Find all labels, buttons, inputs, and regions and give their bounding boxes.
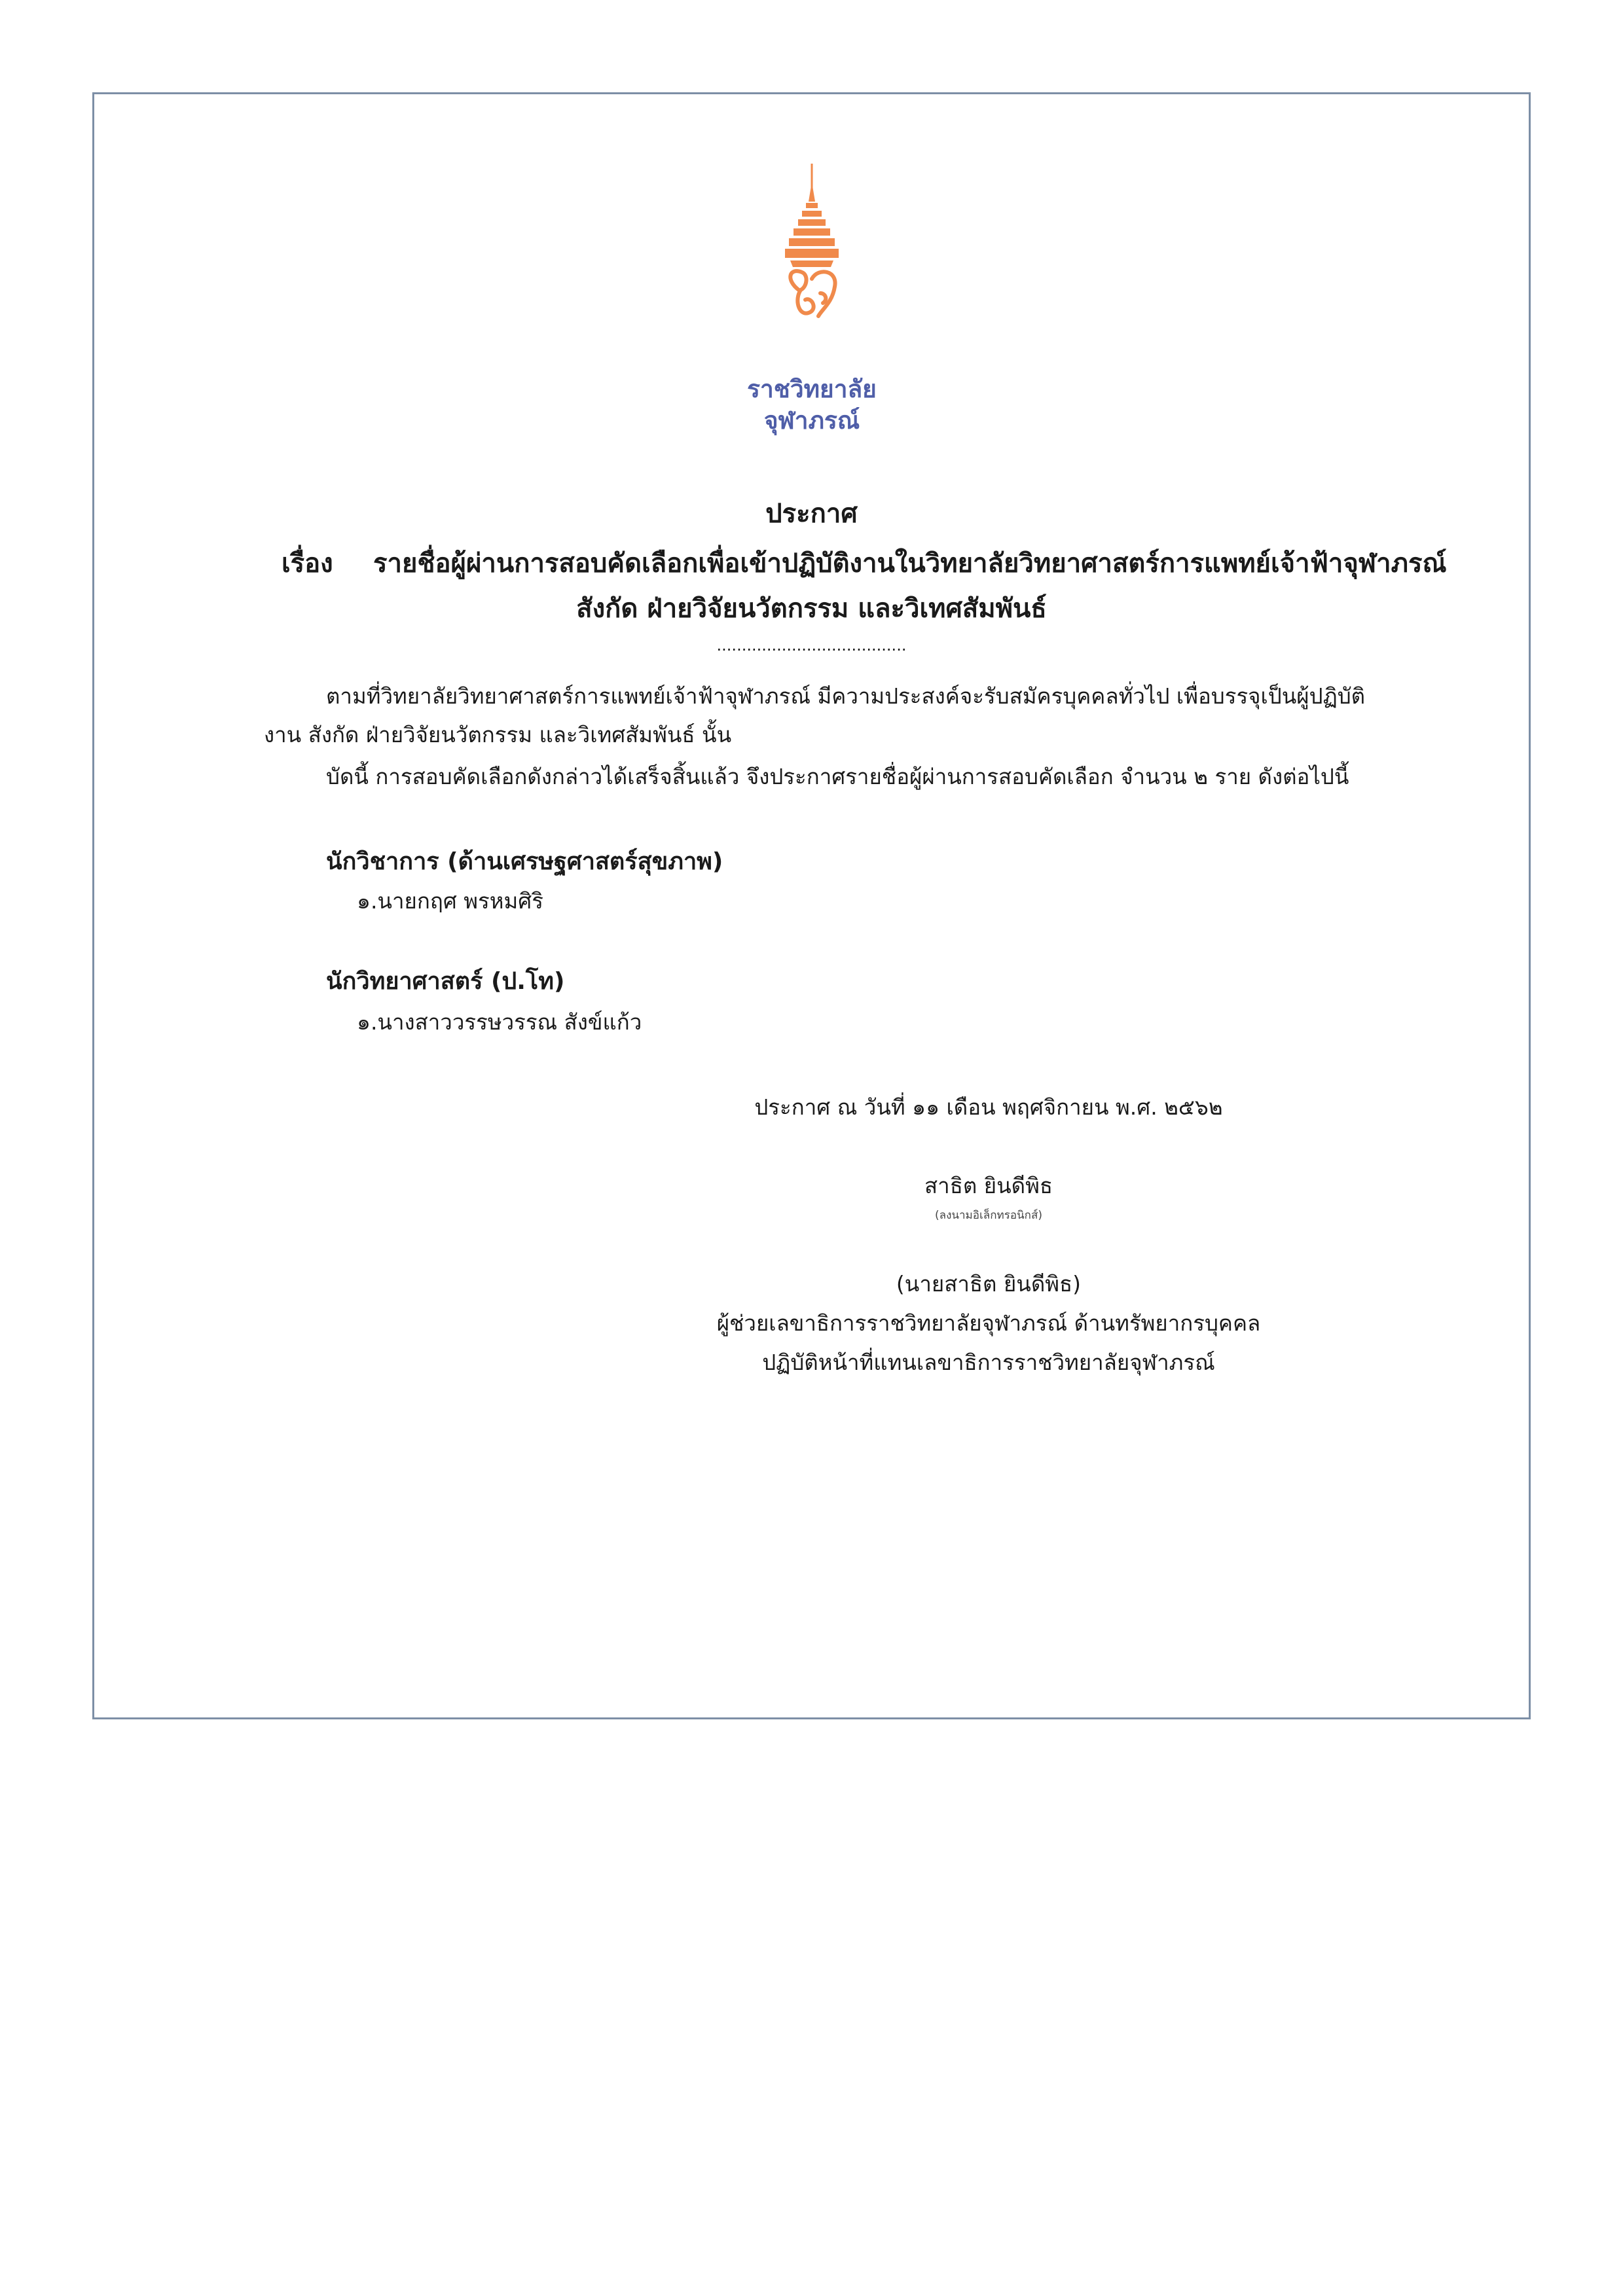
subject-label: เรื่อง <box>282 548 333 579</box>
college-crest-logo <box>782 162 841 339</box>
signer-position-line-1: ผู้ช่วยเลขาธิการราชวิทยาลัยจุฬาภรณ์ ด้านทรัพยากรบุคคล <box>716 1310 1261 1336</box>
electronic-signature-note: (ลงนามอิเล็กทรอนิกส์) <box>935 1209 1042 1222</box>
logo-text-line2: จุฬาภรณ์ <box>763 406 860 435</box>
candidate-name: ๑.นายกฤศ พรหมศิริ <box>357 888 543 914</box>
signed-name: สาธิต ยินดีพิธ <box>924 1173 1053 1198</box>
announcement-title: ประกาศ <box>765 499 858 529</box>
subject-line-1: รายชื่อผู้ผ่านการสอบคัดเลือกเพื่อเข้าปฏิบัติงานในวิทยาลัยวิทยาศาสตร์การแพทย์เจ้าฟ้าจุฬาภรณ์ <box>373 548 1447 579</box>
position-title: นักวิชาการ (ด้านเศรษฐศาสตร์สุขภาพ) <box>326 848 723 875</box>
announcement-date: ประกาศ ณ วันที่ ๑๑ เดือน พฤศจิกายน พ.ศ. ๒๕๖๒ <box>754 1094 1223 1120</box>
position-title: นักวิทยาศาสตร์ (ป.โท) <box>326 968 565 995</box>
paragraph-2: บัดนี้ การสอบคัดเลือกดังกล่าวได้เสร็จสิ้นแล้ว จึงประกาศรายชื่อผู้ผ่านการสอบคัดเลือก จำนวน ๒ ราย ดังต่อไปนี้ <box>326 764 1349 789</box>
signer-full-name: (นายสาธิต ยินดีพิธ) <box>896 1271 1082 1297</box>
logo-text-line1: ราชวิทยาลัย <box>747 375 877 403</box>
paragraph-1-line-2: งาน สังกัด ฝ่ายวิจัยนวัตกรรม และวิเทศสัมพันธ์ นั้น <box>264 722 732 747</box>
candidate-name: ๑.นางสาววรรษวรรณ สังข์แก้ว <box>357 1009 642 1035</box>
signer-position-line-2: ปฏิบัติหน้าที่แทนเลขาธิการราชวิทยาลัยจุฬาภรณ์ <box>762 1350 1215 1375</box>
subject-line-2: สังกัด ฝ่ายวิจัยนวัตกรรม และวิเทศสัมพันธ์ <box>576 594 1047 624</box>
header-separator: ...................................... <box>716 636 907 655</box>
paragraph-1-line-1: ตามที่วิทยาลัยวิทยาศาสตร์การแพทย์เจ้าฟ้าจุฬาภรณ์ มีความประสงค์จะรับสมัครบุคคลทั่วไป เพื่อบรรจุเป็นผู้ปฏิบัติ <box>326 683 1366 709</box>
